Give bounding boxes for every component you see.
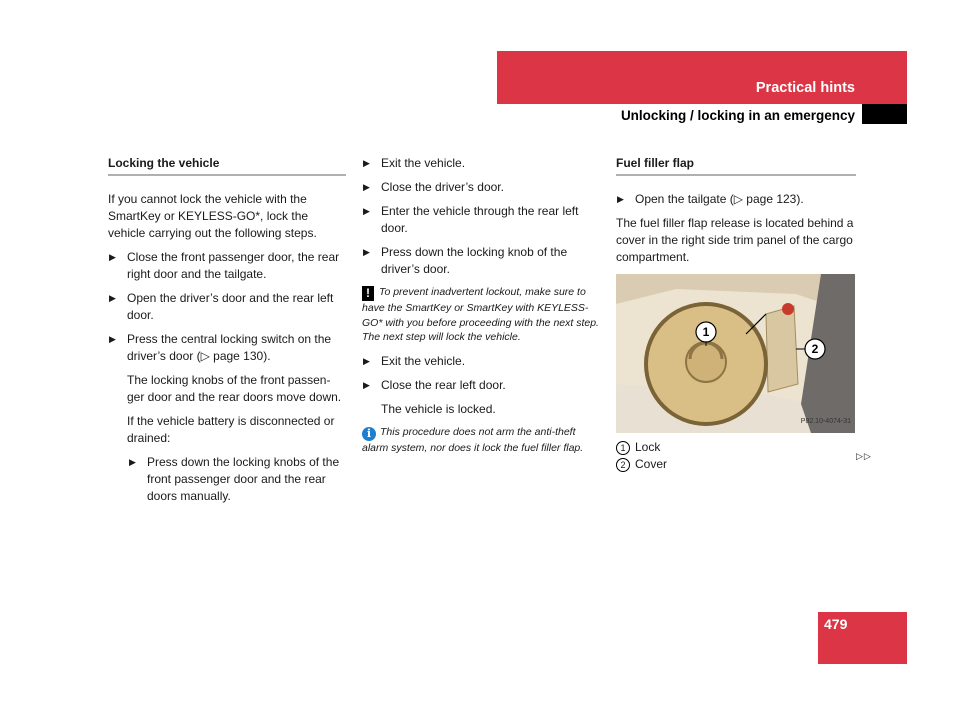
exclamation-icon: ! [362,286,374,301]
callout-1: 1 [702,325,710,339]
triangle-right-icon: ▶ [129,457,136,467]
legend-item-lock: 1 Lock [616,439,856,456]
continue-marker: ▷▷ [856,451,872,461]
triangle-right-icon: ▶ [109,293,116,303]
triangle-right-icon: ▶ [363,247,370,257]
cargo-compartment-photo [616,274,855,433]
intro-text: If you cannot lock the vehicle with the SmartKey or KEYLESS-GO*, lock the vehicle carrying out the following steps. [108,192,317,240]
column-locking-vehicle [108,155,346,512]
step: ▶ Open the tailgate (▷ page 123). [617,192,804,206]
step: ▶ Exit the vehicle. [363,156,466,170]
step: ▶ Close the driver’s door. [363,180,504,194]
legend-number: 2 [616,458,630,472]
step: ▶ Press the central locking switch on the driver’s door (▷ page 130). [109,332,332,363]
triangle-right-icon: ▶ [363,355,370,366]
substep: ▶ Press down the locking knobs of the front passenger door and the rear doors manually. [129,455,340,503]
result-text: The vehicle is locked. [381,401,496,416]
subsection-title: Unlocking / locking in an emergency [620,108,855,123]
column-fuel-filler-flap [616,155,856,473]
step: ▶ Exit the vehicle. [363,353,466,368]
heading-fuel-filler-flap: Fuel filler flap [616,155,856,176]
step: ▶ Close the front passenger door, the rear right door and the tailgate. [109,250,340,281]
section-header-bar [497,51,907,104]
triangle-right-icon: ▶ [109,252,116,262]
triangle-right-icon: ▶ [109,334,116,344]
section-title: Practical hints [755,80,855,96]
info-note: i This procedure does not arm the anti-theft alarm system, nor does it lock the fuel filler flap. [362,425,584,454]
image-code: P82.10-4074-31 [800,418,851,425]
step: ▶ Close the rear left door. [363,377,506,392]
warning-note: ! To prevent inadvertent lockout, make sure to have the SmartKey or SmartKey with KEYLESS-GO* with you before proceeding with the next step. The next step will lock the vehicle. [362,286,599,343]
column-continued-steps [362,155,602,463]
step: ▶ Open the driver’s door and the rear left door. [109,291,334,322]
triangle-right-icon: ▶ [363,379,370,390]
result-text: The locking knobs of the front passen-ger door and the rear doors move down. [127,373,342,404]
step: ▶ Enter the vehicle through the rear left door. [363,204,579,235]
triangle-right-icon: ▶ [363,158,370,168]
heading-locking-vehicle: Locking the vehicle [108,155,346,176]
legend-item-cover: 2 Cover [616,456,856,473]
triangle-right-icon: ▶ [617,194,624,204]
page-number: 479 [824,616,848,632]
callout-2: 2 [811,342,819,356]
triangle-right-icon: ▶ [363,182,370,192]
fuel-flap-text: The fuel filler flap release is located behind a cover in the right side trim panel of the cargo compartment. [616,216,854,264]
battery-note: If the vehicle battery is disconnected or drained: [127,414,335,445]
triangle-right-icon: ▶ [363,206,370,216]
cargo-compartment-illustration [616,274,855,433]
info-icon: i [362,427,376,441]
legend-number: 1 [616,441,630,455]
chapter-tab [862,104,907,124]
step: ▶ Press down the locking knob of the driver’s door. [363,245,568,276]
